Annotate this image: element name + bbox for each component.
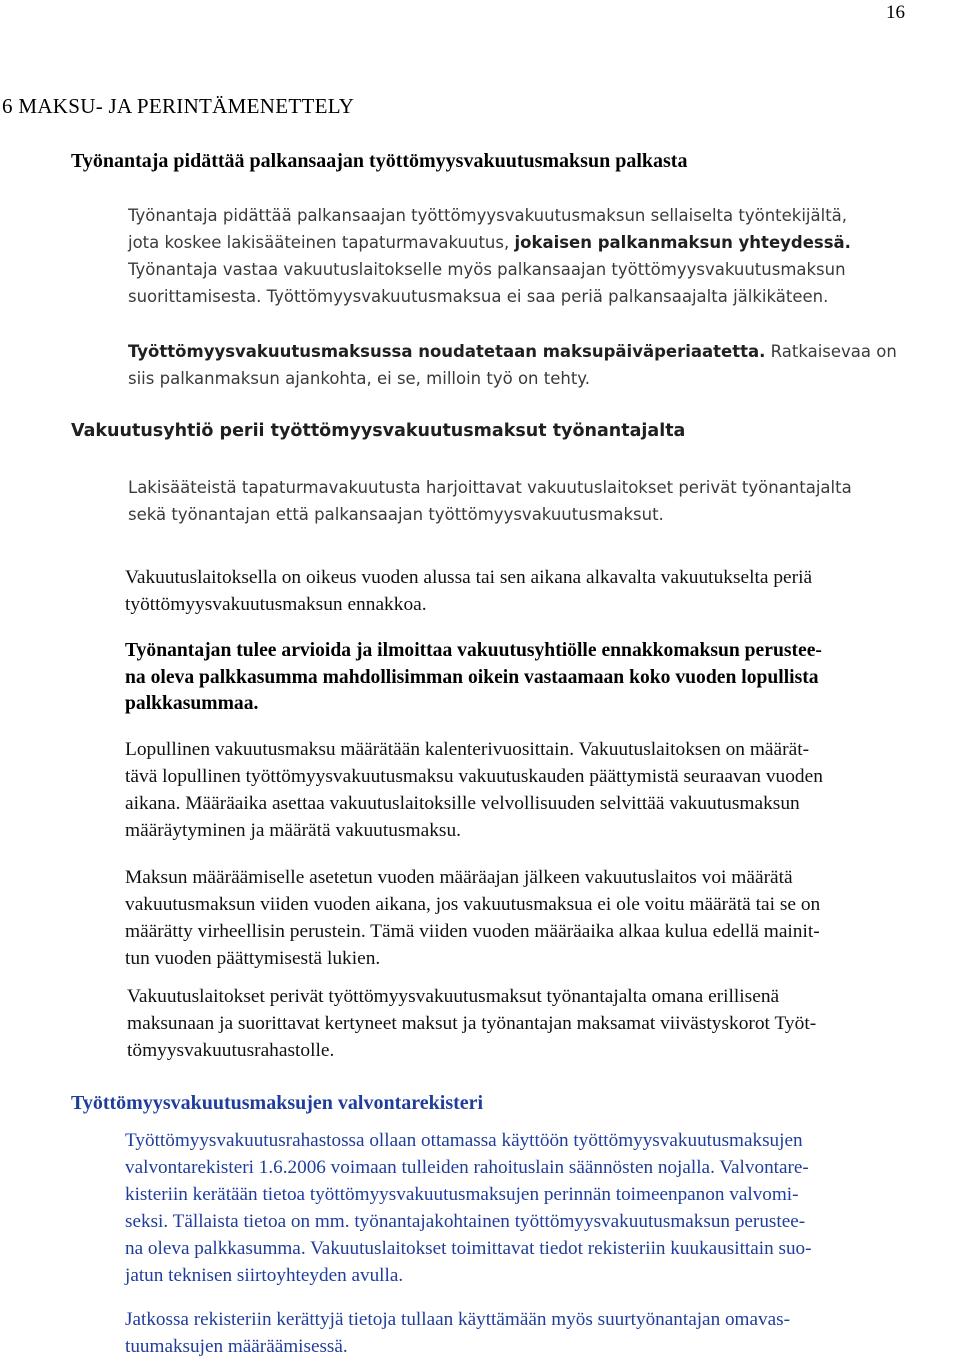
- chapter-title: 6 MAKSU- JA PERINTÄMENETTELY: [2, 94, 355, 118]
- text-line: [128, 229, 851, 256]
- text-line: määräytyminen ja määrätä vakuutusmaksu.: [125, 820, 461, 841]
- text-line: Työttömyysvakuutusrahastossa ollaan ottamassa käyttöön työttömyysvakuutusmaksujen: [125, 1130, 803, 1151]
- text-line: na oleva palkkasumma. Vakuutuslaitokset toimittavat tiedot rekisteriin kuukausittain suo-: [125, 1238, 812, 1259]
- text-line: na oleva palkkasumma mahdollisimman oikein vastaamaan koko vuoden lopullista: [125, 666, 819, 688]
- text-line: Maksun määräämiselle asetetun vuoden määräajan jälkeen vakuutuslaitos voi määrätä: [125, 867, 793, 888]
- text-line: työttömyysvakuutusmaksun ennakkoa.: [125, 594, 427, 615]
- text-line: tun vuoden päättymisestä lukien.: [125, 948, 381, 969]
- text-line: kisteriin kerätään tietoa työttömyysvakuutusmaksujen perinnän toimeenpanon valvomi-: [125, 1184, 799, 1205]
- text-line: vakuutusmaksun viiden vuoden aikana, jos vakuutusmaksua ei ole voitu määrätä tai se on: [125, 894, 821, 915]
- bold-text: Työttömyysvakuutusmaksussa noudatetaan maksupäiväperiaatetta.: [128, 342, 766, 361]
- text-line: maksunaan ja suorittavat kertyneet maksut ja työnantajan maksamat viivästyskorot Työt-: [127, 1013, 817, 1034]
- paragraph-fund-transfer: [127, 983, 816, 1064]
- text-line: tuumaksujen määräämisessä.: [125, 1336, 348, 1357]
- section-heading-withholding: Työnantaja pidättää palkansaajan työttömyysvakuutusmaksun palkasta: [71, 150, 688, 172]
- text-line: valvontarekisteri 1.6.2006 voimaan tulleiden rahoituslain säännösten nojalla. Valvontare-: [125, 1157, 809, 1178]
- text-line: tömyysvakuutusrahastolle.: [127, 1040, 335, 1061]
- text-line: Työnantajan tulee arvioida ja ilmoittaa vakuutusyhtiölle ennakkomaksun perustee-: [125, 640, 822, 661]
- text-line: seksi. Tällaista tietoa on mm. työnantajakohtainen työttömyysvakuutusmaksun perustee-: [125, 1211, 806, 1232]
- text-line: Vakuutuslaitokset perivät työttömyysvakuutusmaksut työnantajalta omana erillisenä: [127, 986, 780, 1007]
- text-line: määrätty virheellisin perustein. Tämä viiden vuoden määräaika alkaa kulua edellä mainit-: [125, 921, 820, 942]
- text-line: aikana. Määräaika asettaa vakuutuslaitoksille velvollisuuden selvittää vakuutusmaksun: [125, 793, 800, 814]
- paragraph-five-years: [125, 864, 820, 972]
- text-span: Ratkaisevaa on: [765, 342, 897, 361]
- paragraph-advance: [125, 564, 812, 618]
- paragraph-register: [125, 1127, 812, 1289]
- text-line: sekä työnantajan että palkansaajan työttömyysvakuutusmaksut.: [128, 505, 664, 524]
- paragraph-collection: [128, 474, 852, 528]
- paragraph-estimate: [125, 638, 822, 718]
- text-line: [128, 338, 897, 365]
- section-heading-register: Työttömyysvakuutusmaksujen valvontarekisteri: [71, 1092, 484, 1114]
- text-line: suorittamisesta. Työttömyysvakuutusmaksua ei saa periä palkansaajalta jälkikäteen.: [128, 287, 829, 306]
- text-line: Työnantaja pidättää palkansaajan työttömyysvakuutusmaksun sellaiselta työntekijältä,: [128, 206, 848, 225]
- text-line: Jatkossa rekisteriin kerättyjä tietoja tullaan käyttämään myös suurtyönantajan omavas-: [125, 1309, 790, 1330]
- page-number: 16: [886, 2, 905, 23]
- text-line: Työnantaja vastaa vakuutuslaitokselle myös palkansaajan työttömyysvakuutusmaksun: [128, 260, 846, 279]
- section-heading-collection: Vakuutusyhtiö perii työttömyysvakuutusmaksut työnantajalta: [71, 421, 686, 441]
- text-line: Lakisääteistä tapaturmavakuutusta harjoittavat vakuutuslaitokset perivät työnantajalta: [128, 478, 852, 497]
- text-line: jatun teknisen siirtoyhteyden avulla.: [125, 1265, 404, 1286]
- paragraph-payment-principle: [128, 338, 897, 392]
- paragraph-register-future: [125, 1306, 790, 1360]
- paragraph-final-payment: [125, 736, 823, 844]
- text-line: tävä lopullinen työttömyysvakuutusmaksu vakuutuskauden päättymistä seuraavan vuoden: [125, 766, 823, 787]
- text-span: jota koskee lakisääteinen tapaturmavakuutus,: [128, 233, 515, 252]
- text-line: palkkasummaa.: [125, 693, 259, 714]
- text-line: Vakuutuslaitoksella on oikeus vuoden alussa tai sen aikana alkavalta vakuutukselta periä: [125, 567, 813, 588]
- paragraph-withholding: [128, 202, 851, 310]
- bold-text: jokaisen palkanmaksun yhteydessä.: [514, 233, 851, 252]
- text-line: siis palkanmaksun ajankohta, ei se, milloin työ on tehty.: [128, 369, 590, 388]
- text-line: Lopullinen vakuutusmaksu määrätään kalenterivuosittain. Vakuutuslaitoksen on määrät-: [125, 739, 810, 760]
